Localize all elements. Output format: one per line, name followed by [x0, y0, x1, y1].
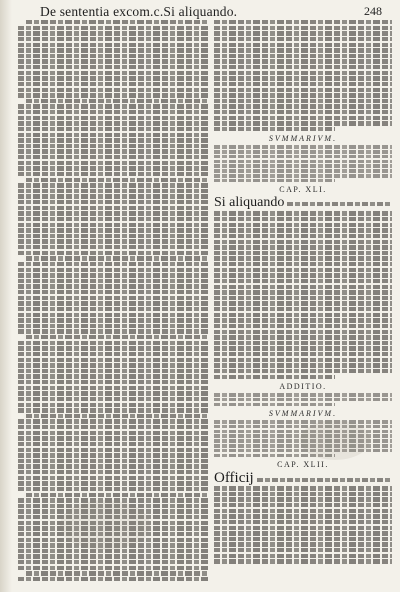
text-line	[18, 116, 208, 120]
text-line	[18, 206, 208, 210]
text-line	[214, 65, 392, 69]
text-line	[214, 509, 392, 513]
running-title: De sententia excom.c.Si aliquando.	[40, 4, 238, 19]
text-line	[214, 531, 392, 535]
text-line	[214, 240, 392, 244]
chapter-42-opening	[214, 471, 392, 485]
text-line	[214, 296, 392, 300]
text-line	[214, 285, 392, 289]
text-line	[18, 386, 208, 390]
text-line	[18, 560, 208, 564]
text-line	[18, 352, 208, 356]
text-line	[214, 104, 392, 108]
text-line	[18, 65, 208, 69]
text-line	[18, 228, 208, 232]
text-line	[18, 121, 208, 125]
text-line	[18, 71, 208, 75]
text-line	[214, 369, 392, 373]
text-line	[214, 160, 392, 164]
text-line	[18, 470, 208, 474]
text-line	[214, 20, 392, 24]
text-line	[18, 329, 208, 333]
text-line	[214, 514, 392, 518]
text-line	[214, 559, 392, 563]
text-line	[214, 59, 392, 63]
text-line	[214, 251, 392, 255]
text-line	[18, 37, 208, 41]
text-line	[214, 363, 392, 367]
text-line	[214, 486, 392, 490]
text-line	[18, 487, 208, 491]
text-line	[214, 403, 335, 407]
text-line	[18, 324, 208, 328]
text-line	[214, 526, 392, 530]
text-line	[214, 307, 392, 311]
text-line	[18, 48, 208, 52]
text-line	[214, 273, 392, 277]
text-line	[214, 145, 392, 149]
text-line	[214, 554, 392, 558]
text-line	[18, 138, 208, 142]
chapter-heading-42: CAP. XLII.	[277, 460, 329, 470]
text-line	[18, 448, 208, 452]
text-line	[214, 346, 392, 350]
text-line	[214, 352, 392, 356]
text-line	[214, 290, 392, 294]
text-line	[214, 93, 392, 97]
text-line	[26, 99, 208, 103]
text-line	[214, 358, 392, 362]
text-line	[18, 341, 208, 345]
text-line	[214, 110, 392, 114]
text-line	[18, 223, 208, 227]
text-line	[214, 127, 335, 131]
text-line	[214, 398, 392, 402]
text-line	[18, 453, 208, 457]
summarium-heading-1: SVMMARIVM.	[268, 134, 338, 144]
text-line	[18, 268, 208, 272]
text-line	[214, 520, 392, 524]
text-line	[18, 88, 208, 92]
paper-stain	[60, 500, 150, 550]
text-line	[18, 200, 208, 204]
text-line	[26, 335, 208, 339]
text-line	[26, 493, 208, 497]
text-line	[18, 189, 208, 193]
text-line	[18, 442, 208, 446]
text-line	[18, 425, 208, 429]
summarium-1-text	[214, 145, 392, 182]
folio-number: 248	[364, 4, 382, 18]
text-line	[18, 464, 208, 468]
text-line	[18, 127, 208, 131]
text-line	[214, 223, 392, 227]
chapter-41-text	[214, 211, 392, 379]
chapter-41-opening-words: Si aliquando	[214, 195, 285, 211]
text-line	[18, 59, 208, 63]
text-line	[26, 20, 208, 24]
text-line	[18, 318, 208, 322]
text-line	[214, 155, 392, 159]
text-line	[214, 324, 392, 328]
text-line	[18, 459, 208, 463]
text-line	[214, 548, 392, 552]
paper-stain	[300, 420, 370, 460]
text-line	[214, 37, 392, 41]
text-line	[18, 93, 208, 97]
chapter-41-opening	[214, 196, 392, 210]
summarium-heading-2: SVMMARIVM.	[268, 409, 338, 419]
text-line	[214, 375, 335, 379]
text-line	[26, 571, 208, 575]
text-line	[18, 273, 208, 277]
text-line	[214, 245, 392, 249]
text-line	[18, 290, 208, 294]
text-line	[18, 279, 208, 283]
text-line	[18, 476, 208, 480]
additio-heading: ADDITIO.	[279, 381, 327, 391]
text-line	[18, 211, 208, 215]
text-line	[18, 436, 208, 440]
text-line	[214, 82, 392, 86]
text-line	[18, 380, 208, 384]
text-line	[214, 542, 392, 546]
text-line	[18, 172, 208, 176]
text-line	[214, 256, 392, 260]
text-line	[214, 169, 392, 173]
text-line	[214, 174, 392, 178]
text-line	[18, 554, 208, 558]
text-line	[18, 166, 208, 170]
text-line	[214, 43, 392, 47]
text-line	[214, 54, 392, 58]
text-line	[18, 54, 208, 58]
text-line	[18, 234, 208, 238]
text-line	[214, 71, 392, 75]
text-line	[214, 420, 392, 424]
text-line	[214, 179, 335, 183]
text-line	[18, 566, 208, 570]
text-line	[18, 217, 208, 221]
text-line	[18, 481, 208, 485]
text-line	[214, 330, 392, 334]
text-line	[18, 391, 208, 395]
text-line	[18, 26, 208, 30]
text-line	[18, 133, 208, 137]
text-line	[214, 234, 392, 238]
text-line	[18, 408, 208, 412]
text-line	[18, 76, 208, 80]
text-line	[18, 307, 208, 311]
text-line	[214, 228, 392, 232]
text-line	[18, 82, 208, 86]
text-line	[18, 144, 208, 148]
text-line	[18, 262, 208, 266]
text-line	[18, 346, 208, 350]
text-line	[214, 268, 392, 272]
text-line	[18, 363, 208, 367]
text-line	[26, 256, 208, 260]
text-line	[214, 425, 392, 429]
text-line	[18, 313, 208, 317]
text-line	[18, 149, 208, 153]
text-line	[18, 43, 208, 47]
additio-text	[214, 393, 392, 406]
text-line	[214, 121, 392, 125]
text-line	[18, 358, 208, 362]
text-line	[214, 537, 392, 541]
text-line	[214, 279, 392, 283]
text-line	[18, 577, 208, 581]
text-line	[18, 31, 208, 35]
text-line	[214, 497, 392, 501]
text-line	[18, 301, 208, 305]
text-line	[18, 239, 208, 243]
text-line	[214, 341, 392, 345]
text-line	[214, 262, 392, 266]
chapter-42-first-line	[257, 478, 392, 482]
chapter-41-first-line	[287, 202, 392, 206]
text-line	[18, 251, 208, 255]
text-line	[214, 150, 392, 154]
text-line	[18, 284, 208, 288]
text-line	[26, 414, 208, 418]
text-line	[214, 503, 392, 507]
text-line	[18, 155, 208, 159]
text-line	[26, 178, 208, 182]
text-line	[214, 76, 392, 80]
text-line	[18, 296, 208, 300]
right-text-column	[214, 20, 392, 586]
text-line	[214, 164, 392, 168]
chapter-42-opening-word: Officij	[214, 470, 254, 487]
text-line	[214, 492, 392, 496]
chapter-42-text	[214, 486, 392, 564]
text-line	[214, 99, 392, 103]
text-line	[214, 217, 392, 221]
text-line	[18, 194, 208, 198]
text-line	[18, 161, 208, 165]
text-line	[18, 183, 208, 187]
chapter-heading-41: CAP. XLI.	[279, 185, 327, 195]
text-line	[214, 48, 392, 52]
text-line	[18, 245, 208, 249]
text-line	[214, 301, 392, 305]
text-line	[18, 369, 208, 373]
text-line	[18, 397, 208, 401]
text-line	[214, 313, 392, 317]
text-line	[18, 104, 208, 108]
text-line	[18, 374, 208, 378]
left-column-lines	[18, 20, 208, 581]
text-line	[18, 431, 208, 435]
right-column-top-text	[214, 20, 392, 131]
text-line	[214, 211, 392, 215]
text-line	[18, 419, 208, 423]
text-line	[214, 116, 392, 120]
text-line	[18, 110, 208, 114]
text-line	[214, 318, 392, 322]
text-line	[214, 31, 392, 35]
binding-shadow	[0, 0, 12, 592]
text-line	[214, 88, 392, 92]
text-line	[214, 393, 392, 397]
text-line	[214, 26, 392, 30]
text-line	[18, 403, 208, 407]
text-line	[214, 335, 392, 339]
